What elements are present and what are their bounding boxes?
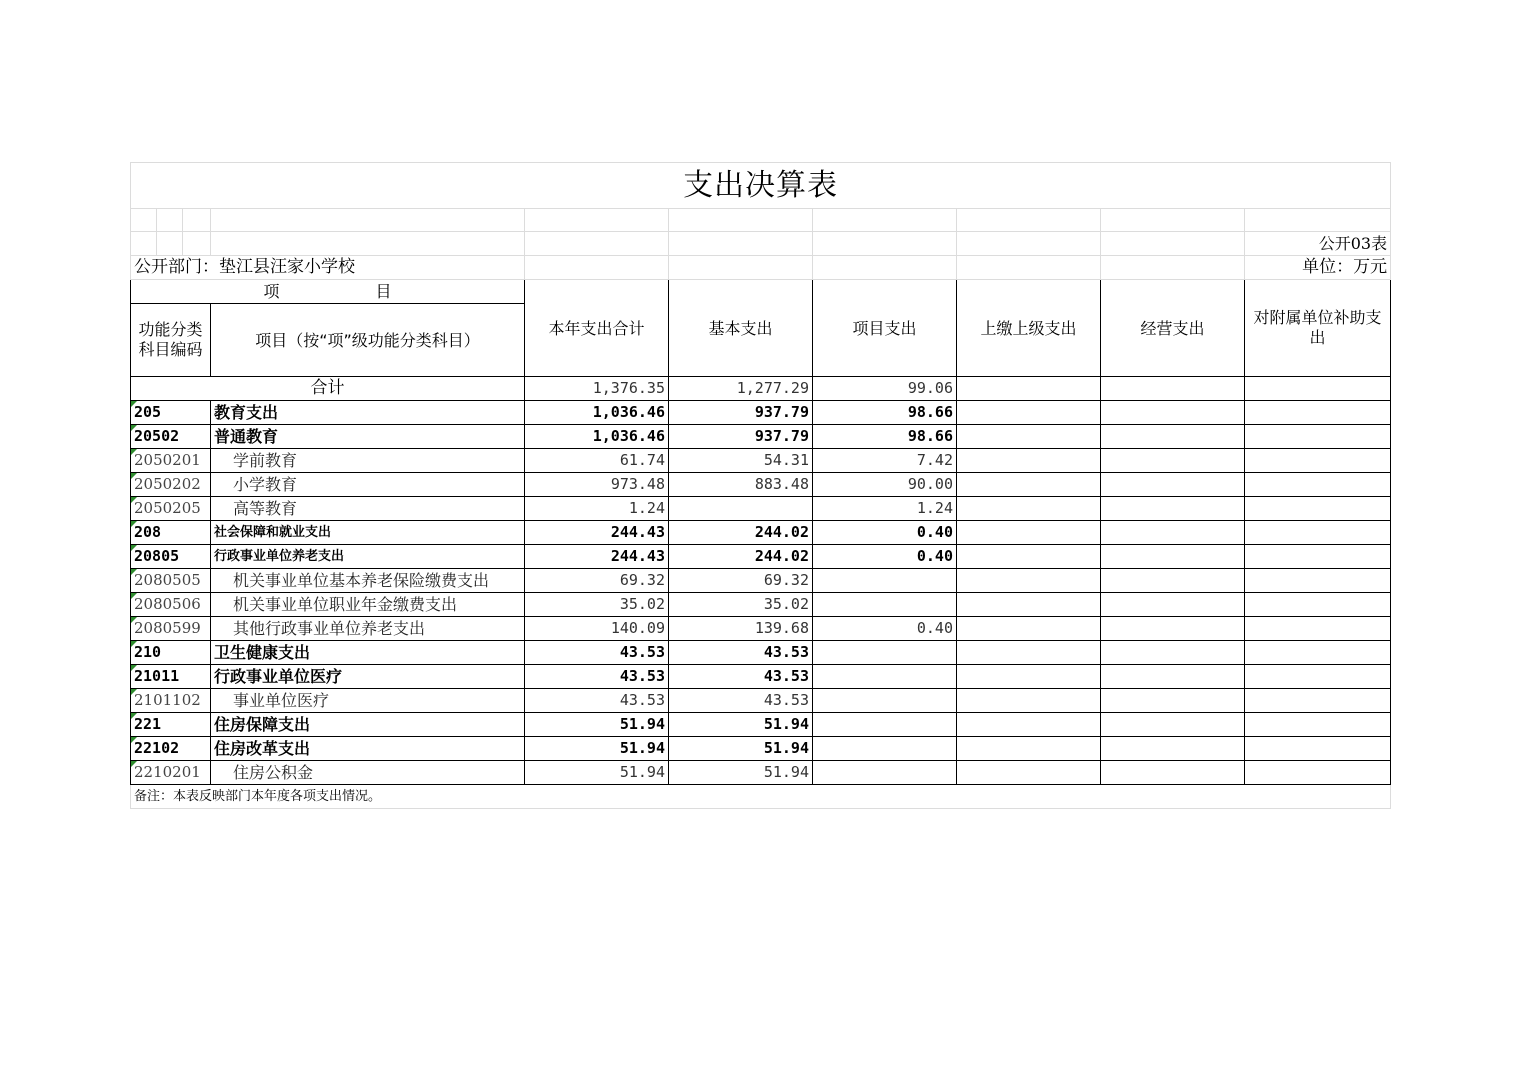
row-code: 20805 xyxy=(131,545,211,569)
col-header-name: 项目（按“项”级功能分类科目） xyxy=(211,304,525,377)
empty-cell xyxy=(957,401,1101,425)
sum-project: 99.06 xyxy=(813,377,957,401)
sum-row xyxy=(131,377,1391,401)
empty-cell xyxy=(957,449,1101,473)
row-basic: 51.94 xyxy=(669,737,813,761)
empty-cell xyxy=(1101,569,1245,593)
row-name: 行政事业单位养老支出 xyxy=(211,545,525,569)
row-basic: 43.53 xyxy=(669,665,813,689)
footnote: 备注：本表反映部门本年度各项支出情况。 xyxy=(131,785,1391,809)
row-project xyxy=(813,689,957,713)
empty-cell xyxy=(957,497,1101,521)
row-basic: 244.02 xyxy=(669,545,813,569)
row-code: 2101102 xyxy=(131,689,211,713)
table-row xyxy=(131,641,1391,665)
row-basic: 937.79 xyxy=(669,425,813,449)
col-header-code: 功能分类科目编码 xyxy=(131,304,211,377)
empty-cell xyxy=(1101,689,1245,713)
col-header-total: 本年支出合计 xyxy=(525,280,669,377)
empty-cell xyxy=(1101,617,1245,641)
row-project xyxy=(813,593,957,617)
row-basic: 139.68 xyxy=(669,617,813,641)
empty-cell xyxy=(1245,641,1391,665)
empty-cell xyxy=(957,737,1101,761)
table-row xyxy=(131,545,1391,569)
empty-cell xyxy=(957,665,1101,689)
row-project: 7.42 xyxy=(813,449,957,473)
row-code: 205 xyxy=(131,401,211,425)
empty-cell xyxy=(1245,449,1391,473)
row-name: 小学教育 xyxy=(211,473,525,497)
row-code: 208 xyxy=(131,521,211,545)
row-basic: 54.31 xyxy=(669,449,813,473)
empty-cell xyxy=(1245,401,1391,425)
row-project xyxy=(813,713,957,737)
empty-cell xyxy=(1245,617,1391,641)
empty-cell xyxy=(1101,473,1245,497)
row-name: 住房保障支出 xyxy=(211,713,525,737)
expenditure-table xyxy=(130,162,1391,809)
row-name: 教育支出 xyxy=(211,401,525,425)
table-row xyxy=(131,593,1391,617)
row-name: 卫生健康支出 xyxy=(211,641,525,665)
table-row xyxy=(131,569,1391,593)
table-row xyxy=(131,761,1391,785)
empty-cell xyxy=(1245,593,1391,617)
row-project: 0.40 xyxy=(813,521,957,545)
col-header-business: 经营支出 xyxy=(1101,280,1245,377)
table-row xyxy=(131,713,1391,737)
empty-cell xyxy=(957,473,1101,497)
table-row xyxy=(131,521,1391,545)
empty-cell xyxy=(957,593,1101,617)
row-code: 21011 xyxy=(131,665,211,689)
row-code: 2050202 xyxy=(131,473,211,497)
row-name: 住房改革支出 xyxy=(211,737,525,761)
row-name: 高等教育 xyxy=(211,497,525,521)
row-total: 973.48 xyxy=(525,473,669,497)
row-total: 43.53 xyxy=(525,665,669,689)
unit-label: 单位：万元 xyxy=(1245,256,1391,280)
page-title: 支出决算表 xyxy=(131,163,1391,209)
empty-cell xyxy=(957,641,1101,665)
empty-cell xyxy=(1101,425,1245,449)
row-name: 机关事业单位职业年金缴费支出 xyxy=(211,593,525,617)
form-number: 公开03表 xyxy=(1245,232,1391,256)
row-code: 2080506 xyxy=(131,593,211,617)
empty-cell xyxy=(1245,569,1391,593)
empty-cell xyxy=(1101,593,1245,617)
table-row xyxy=(131,665,1391,689)
row-code: 210 xyxy=(131,641,211,665)
row-basic: 244.02 xyxy=(669,521,813,545)
row-name: 普通教育 xyxy=(211,425,525,449)
row-total: 1,036.46 xyxy=(525,425,669,449)
row-project: 90.00 xyxy=(813,473,957,497)
note-row xyxy=(131,785,1391,809)
row-code: 221 xyxy=(131,713,211,737)
empty-cell xyxy=(1101,545,1245,569)
row-total: 35.02 xyxy=(525,593,669,617)
row-code: 2080599 xyxy=(131,617,211,641)
row-basic xyxy=(669,497,813,521)
row-name: 事业单位医疗 xyxy=(211,689,525,713)
empty-cell xyxy=(1245,545,1391,569)
empty-cell xyxy=(1101,641,1245,665)
row-basic: 937.79 xyxy=(669,401,813,425)
row-total: 51.94 xyxy=(525,713,669,737)
empty-cell xyxy=(957,617,1101,641)
row-total: 244.43 xyxy=(525,545,669,569)
empty-cell xyxy=(1245,425,1391,449)
row-code: 20502 xyxy=(131,425,211,449)
row-basic: 35.02 xyxy=(669,593,813,617)
row-project xyxy=(813,641,957,665)
table-row xyxy=(131,449,1391,473)
item-group-header: 项 目 xyxy=(131,280,525,304)
row-total: 1.24 xyxy=(525,497,669,521)
sum-total: 1,376.35 xyxy=(525,377,669,401)
row-project: 98.66 xyxy=(813,401,957,425)
sum-label: 合计 xyxy=(131,377,525,401)
empty-cell xyxy=(1245,665,1391,689)
empty-cell xyxy=(1101,713,1245,737)
table-row xyxy=(131,497,1391,521)
row-code: 2080505 xyxy=(131,569,211,593)
row-project: 98.66 xyxy=(813,425,957,449)
row-name: 学前教育 xyxy=(211,449,525,473)
empty-cell xyxy=(957,689,1101,713)
row-project xyxy=(813,569,957,593)
row-code: 22102 xyxy=(131,737,211,761)
empty-cell xyxy=(957,545,1101,569)
row-total: 1,036.46 xyxy=(525,401,669,425)
table-row xyxy=(131,689,1391,713)
row-basic: 43.53 xyxy=(669,641,813,665)
row-project xyxy=(813,737,957,761)
row-basic: 51.94 xyxy=(669,761,813,785)
empty-cell xyxy=(1245,497,1391,521)
row-basic: 883.48 xyxy=(669,473,813,497)
row-basic: 51.94 xyxy=(669,713,813,737)
row-total: 140.09 xyxy=(525,617,669,641)
table-row xyxy=(131,401,1391,425)
empty-cell xyxy=(1245,713,1391,737)
empty-cell xyxy=(1245,761,1391,785)
row-total: 61.74 xyxy=(525,449,669,473)
row-code: 2210201 xyxy=(131,761,211,785)
col-header-upper: 上缴上级支出 xyxy=(957,280,1101,377)
row-total: 244.43 xyxy=(525,521,669,545)
empty-cell xyxy=(957,569,1101,593)
empty-cell xyxy=(1101,665,1245,689)
col-header-basic: 基本支出 xyxy=(669,280,813,377)
row-total: 51.94 xyxy=(525,761,669,785)
row-name: 住房公积金 xyxy=(211,761,525,785)
row-name: 机关事业单位基本养老保险缴费支出 xyxy=(211,569,525,593)
empty-cell xyxy=(957,713,1101,737)
empty-cell xyxy=(1101,497,1245,521)
empty-cell xyxy=(1245,689,1391,713)
empty-cell xyxy=(957,761,1101,785)
col-header-project: 项目支出 xyxy=(813,280,957,377)
row-basic: 43.53 xyxy=(669,689,813,713)
empty-cell xyxy=(1245,473,1391,497)
table-row xyxy=(131,617,1391,641)
row-total: 69.32 xyxy=(525,569,669,593)
row-name: 其他行政事业单位养老支出 xyxy=(211,617,525,641)
empty-cell xyxy=(957,425,1101,449)
row-code: 2050205 xyxy=(131,497,211,521)
row-project: 0.40 xyxy=(813,617,957,641)
empty-cell xyxy=(1101,737,1245,761)
empty-cell xyxy=(1245,521,1391,545)
row-project: 1.24 xyxy=(813,497,957,521)
empty-cell xyxy=(1245,737,1391,761)
table-row xyxy=(131,737,1391,761)
col-header-subsidy: 对附属单位补助支出 xyxy=(1245,280,1391,377)
table-row xyxy=(131,473,1391,497)
sum-basic: 1,277.29 xyxy=(669,377,813,401)
row-total: 43.53 xyxy=(525,689,669,713)
row-project xyxy=(813,665,957,689)
empty-cell xyxy=(1101,401,1245,425)
empty-cell xyxy=(1101,761,1245,785)
row-code: 2050201 xyxy=(131,449,211,473)
empty-cell xyxy=(1101,449,1245,473)
department-label: 公开部门：垫江县汪家小学校 xyxy=(131,256,525,280)
row-project xyxy=(813,761,957,785)
row-basic: 69.32 xyxy=(669,569,813,593)
row-name: 社会保障和就业支出 xyxy=(211,521,525,545)
row-total: 51.94 xyxy=(525,737,669,761)
empty-cell xyxy=(957,521,1101,545)
row-project: 0.40 xyxy=(813,545,957,569)
table-row xyxy=(131,425,1391,449)
row-name: 行政事业单位医疗 xyxy=(211,665,525,689)
row-total: 43.53 xyxy=(525,641,669,665)
expenditure-sheet xyxy=(130,162,1390,809)
empty-cell xyxy=(1101,521,1245,545)
